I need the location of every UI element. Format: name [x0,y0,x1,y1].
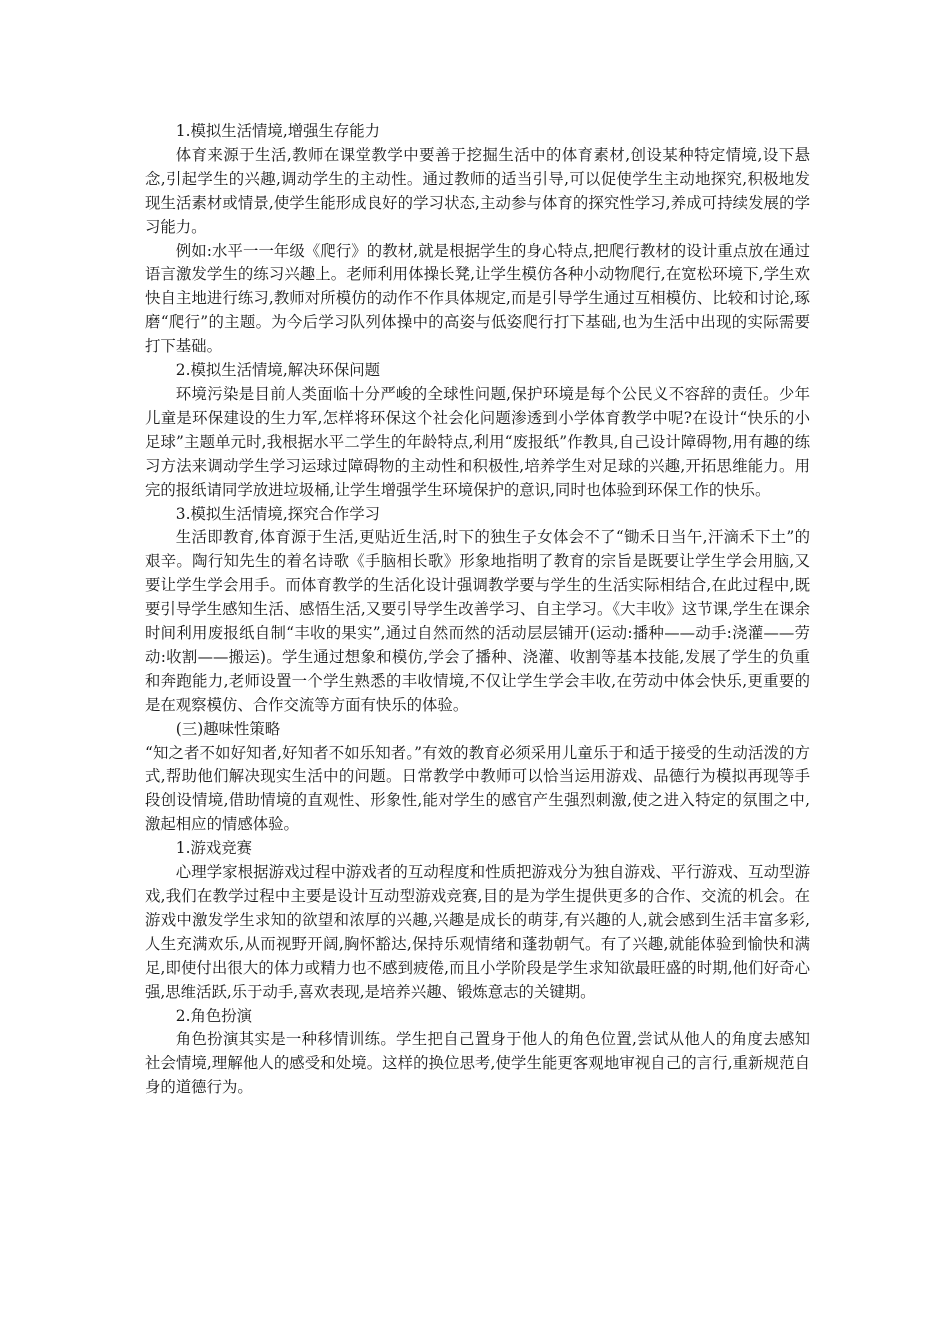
paragraph-2: 例如:水平一一年级《爬行》的教材,就是根据学生的身心特点,把爬行教材的设计重点放在通过语言激发学生的练习兴趣上。老师利用体操长凳,让学生模仿各种小动物爬行,在宽松环境下,学生欢快自主地进行练习,教师对所模仿的动作不作具体规定,而是引导学生通过互相模仿、比较和讨论,琢磨“爬行”的主题。为今后学习队列体操中的高姿与低姿爬行打下基础,也为生活中出现的实际需要打下基础。 [145,241,810,356]
section-heading-1: 1.模拟生活情境,增强生存能力 [175,122,381,140]
section-heading-6: 2.角色扮演 [175,1006,253,1025]
paragraph-3: 环境污染是目前人类面临十分严峻的全球性问题,保护环境是每个公民义不容辞的责任。少年儿童是环保建设的生力军,怎样将环保这个社会化问题渗透到小学体育教学中呢?在设计“快乐的小足球”主题单元时,我根据水平二学生的年龄特点,利用“废报纸”作教具,自己设计障碍物,用有趣的练习方法来调动学生学习运球过障碍物的主动性和积极性,培养学生对足球的兴趣,开拓思维能力。用完的报纸请同学放进垃圾桶,让学生增强学生环境保护的意识,同时也体验到环保工作的快乐。 [145,384,810,499]
section-heading-3: 3.模拟生活情境,探究合作学习 [175,504,381,523]
paragraph-6: 心理学家根据游戏过程中游戏者的互动程度和性质把游戏分为独自游戏、平行游戏、互动型游戏,我们在教学过程中主要是设计互动型游戏竞赛,目的是为学生提供更多的合作、交流的机会。在游戏中激发学生求知的欲望和浓厚的兴趣,兴趣是成长的萌芽,有兴趣的人,就会感到生活丰富多彩,人生充满欢乐,从而视野开阔,胸怀豁达,保持乐观情绪和蓬勃朝气。有了兴趣,就能体验到愉快和满足,即使付出很大的体力或精力也不感到疲倦,而且小学阶段是学生求知欲最旺盛的时期,他们好奇心强,思维活跃,乐于动手,喜欢表现,是培养兴趣、锻炼意志的关键期。 [145,863,810,1001]
document-body [145,120,810,1100]
section-heading-4: (三)趣味性策略 [175,719,281,738]
paragraph-5: “知之者不如好知者,好知者不如乐知者。”有效的教育必须采用儿童乐于和适于接受的生动活泼的方式,帮助他们解决现实生活中的问题。日常教学中教师可以恰当运用游戏、品德行为模拟再现等手段创设情境,借助情境的直观性、形象性,能对学生的感官产生强烈刺激,使之进入特定的氛围之中,激起相应的情感体验。 [145,743,810,834]
paragraph-4: 生活即教育,体育源于生活,更贴近生活,时下的独生子女体会不了“锄禾日当午,汗滴禾下土”的艰辛。陶行知先生的着名诗歌《手脑相长歌》形象地指明了教育的宗旨是既要让学生学会用脑,又要让学生学会用手。而体育教学的生活化设计强调教学要与学生的生活实际相结合,在此过程中,既要引导学生感知生活、感悟生活,又要引导学生改善学习、自主学习。《大丰收》这节课,学生在课余时间利用废报纸自制“丰收的果实”,通过自然而然的活动层层铺开(运动:播种——动手:浇灌——劳动:收割——搬运)。学生通过想象和模仿,学会了播种、浇灌、收割等基本技能,发展了学生的负重和奔跑能力,老师设置一个学生熟悉的丰收情境,不仅让学生学会丰收,在劳动中体会快乐,更重要的是在观察模仿、合作交流等方面有快乐的体验。 [145,528,810,714]
paragraph-1: 体育来源于生活,教师在课堂教学中要善于挖掘生活中的体育素材,创设某种特定情境,设下悬念,引起学生的兴趣,调动学生的主动性。通过教师的适当引导,可以促使学生主动地探究,积极地发现生活素材或情景,使学生能形成良好的学习状态,主动参与体育的探究性学习,养成可持续发展的学习能力。 [145,145,810,236]
paragraph-7: 角色扮演其实是一种移情训练。学生把自己置身于他人的角色位置,尝试从他人的角度去感知社会情境,理解他人的感受和处境。这样的换位思考,使学生能更客观地审视自己的言行,重新规范自身的道德行为。 [145,1030,810,1097]
section-heading-5: 1.游戏竞赛 [175,839,253,858]
section-heading-2: 2.模拟生活情境,解决环保问题 [175,361,381,380]
